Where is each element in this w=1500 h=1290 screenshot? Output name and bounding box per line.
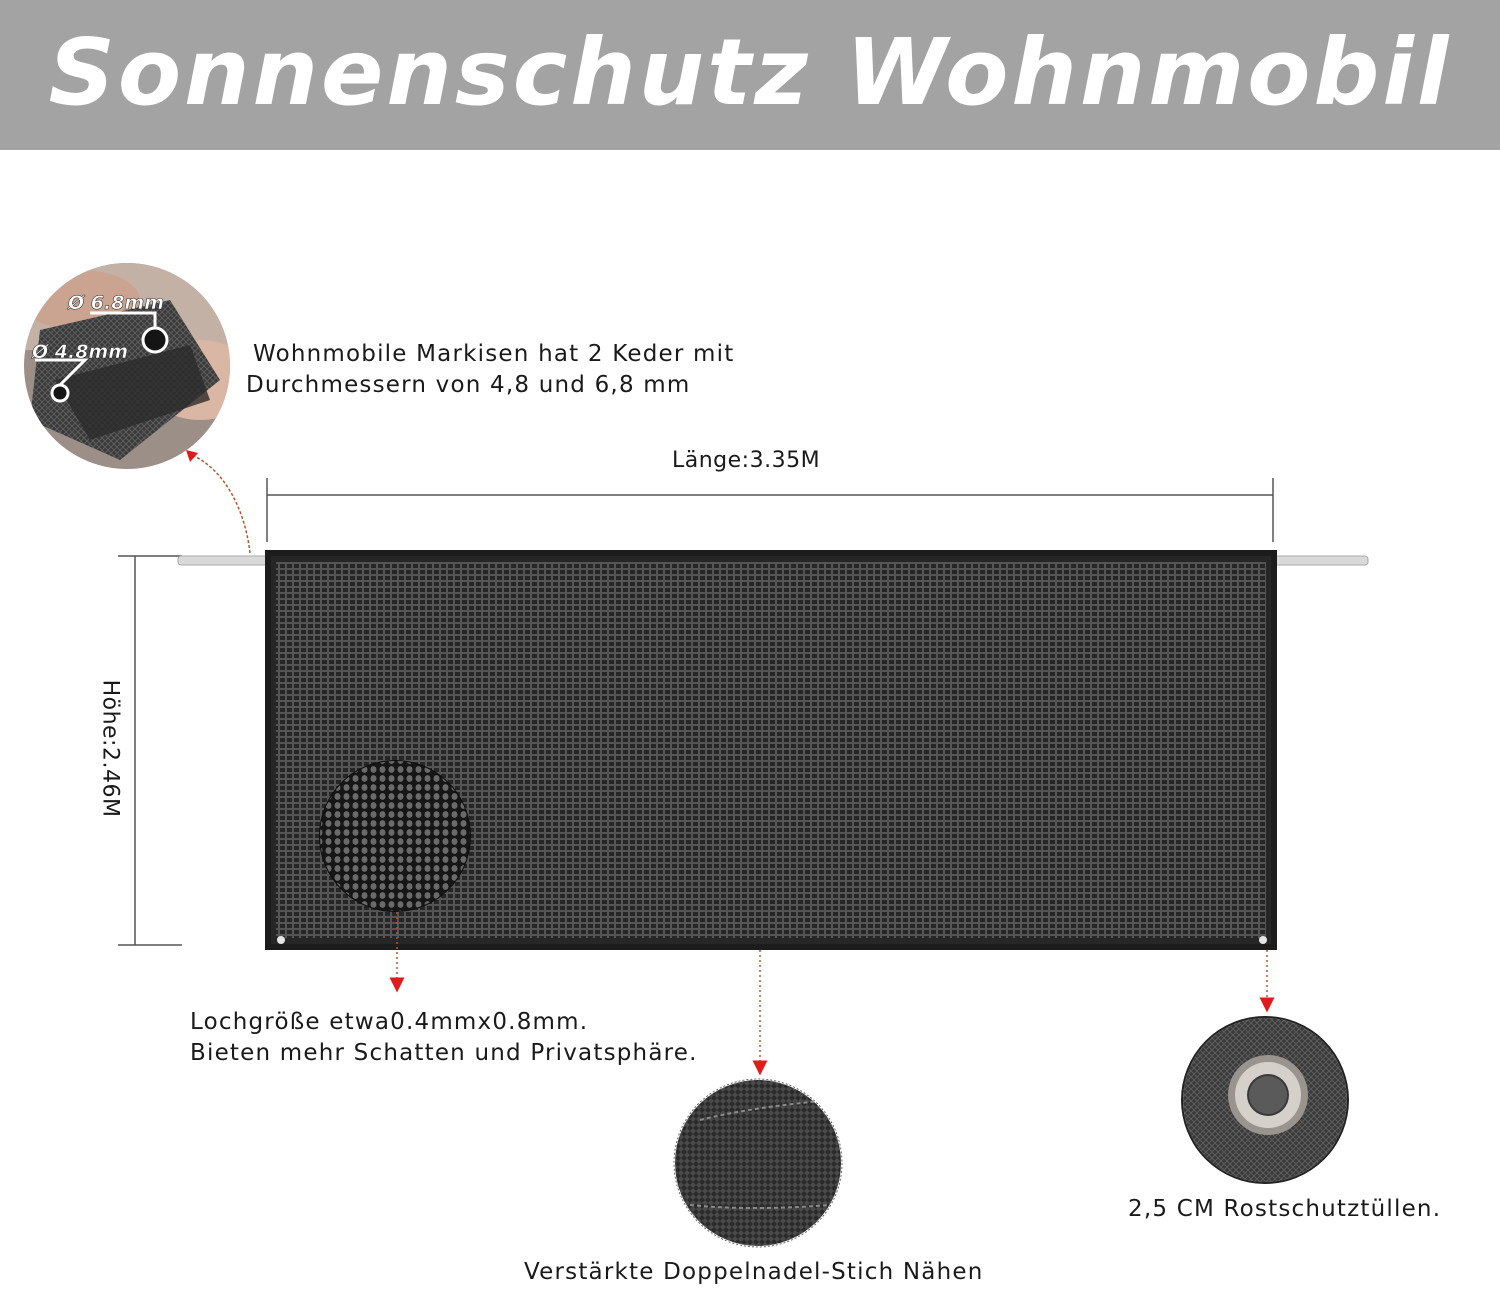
hole-size-line2: Bieten mehr Schatten und Privatsphäre. [190,1040,698,1066]
stitch-detail-photo [670,1078,850,1248]
length-dimension [267,478,1273,542]
hole-size-line1: Lochgröße etwa0.4mmx0.8mm. [190,1009,589,1035]
height-label: Höhe:2.46M [97,679,123,818]
stitch-caption: Verstärkte Doppelnadel-Stich Nähen [524,1259,984,1285]
keder-label-large: Ø 6.8mm [68,292,165,314]
keder-description-line2: Durchmessern von 4,8 und 6,8 mm [246,372,691,398]
grommet-right-icon [1259,936,1267,944]
keder-label-small: Ø 4.8mm [32,341,129,363]
keder-leader-line [192,455,250,553]
keder-description-line1: Wohnmobile Markisen hat 2 Keder mit [253,341,735,367]
grommet-caption: 2,5 CM Rostschutztüllen. [1128,1196,1442,1222]
grommet-left-icon [277,936,285,944]
keder-arrowhead [186,450,198,462]
page-title: Sonnenschutz Wohnmobil [48,19,1452,126]
length-label: Länge:3.35M [672,448,821,473]
height-dimension [118,556,182,945]
grommet-detail-photo [1180,1015,1350,1185]
